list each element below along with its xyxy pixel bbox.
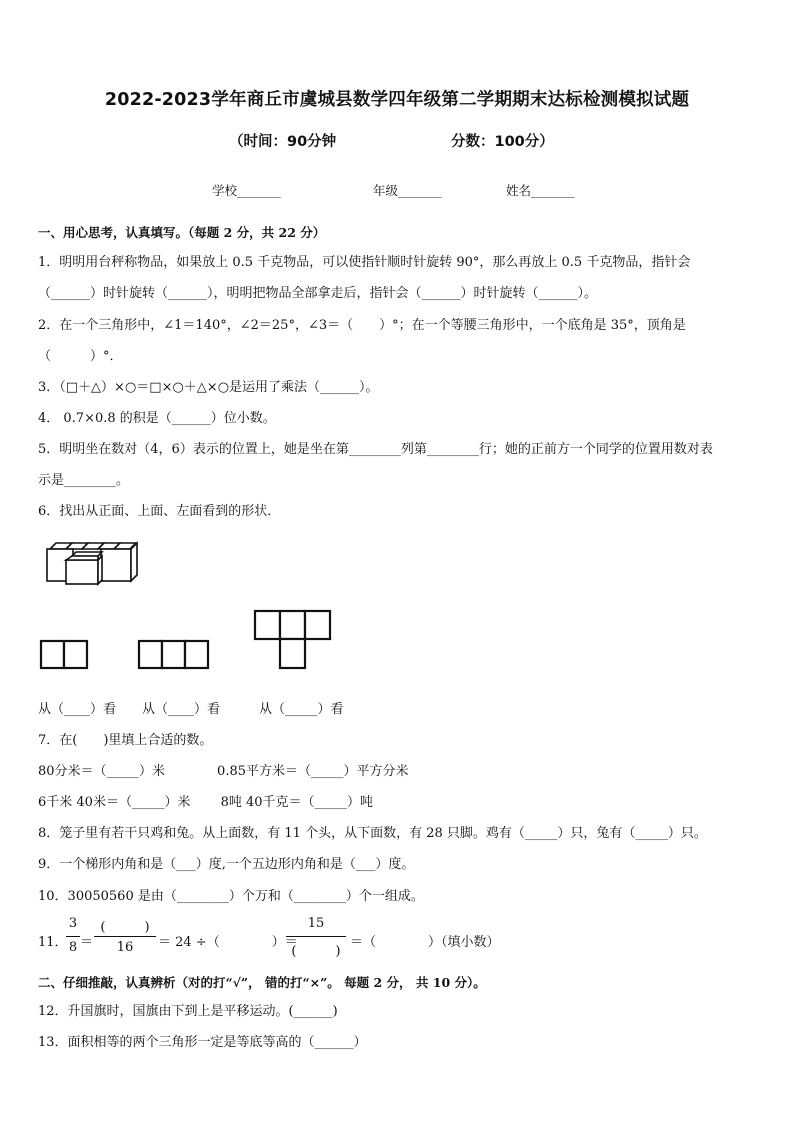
fraction-1-numerator: 3 [68,916,78,931]
view-figure-c [253,609,333,671]
question-6: 6．找出从正面、上面、左面看到的形状． [38,504,281,519]
fraction-3-denominator: ( ) [291,944,341,959]
fraction-2-bar [94,936,156,937]
question-11-decimal: ＝（ ）（填小数） [350,935,500,950]
equals-sign: ＝ [80,935,94,950]
question-2-line-2: （ ）°． [38,349,123,364]
question-2-line-1: 2．在一个三角形中，∠1＝140°，∠2＝25°，∠3＝（ ）°；在一个等腰三角形中，一个底角是 35°，顶角是 [38,318,686,333]
page-title: 2022-2023学年商丘市虞城县数学四年级第二学期期末达标检测模拟试题 [104,90,690,110]
question-1-line-1: 1．明明用台秤称物品，如果放上 0.5 千克物品，可以使指针顺时针旋转 90°，那么再放上 0.5 千克物品，指针会 [38,255,691,270]
score-label: 分数：100分） [451,134,554,150]
question-9: 9．一个梯形内角和是（___）度,一个五边形内角和是（___）度。 [38,857,415,872]
grade-field: 年级_______ [373,183,442,198]
question-13: 13．面积相等的两个三角形一定是等底等高的（______） [38,1035,367,1050]
question-11-division: ＝ 24 ÷（ ）＝ [158,935,298,950]
section-2-heading: 二、仔细推敲，认真辨析（对的打“√”， 错的打“×”。 每题 2 分， 共 10 分）。 [38,975,486,990]
question-7-row-2: 6千米 40米＝（_____）米 8吨 40千克＝（_____）吨 [38,795,374,810]
cube-solid-figure [44,538,144,586]
name-field: 姓名_______ [506,183,575,198]
school-field: 学校_______ [212,183,281,198]
fraction-3-bar [286,936,346,937]
question-7-row-1: 80分米＝（_____）米 0.85平方米＝（_____）平方分米 [38,764,409,779]
question-6-views: 从（____）看 从（____）看 从（_____）看 [38,702,344,717]
view-figure-a [39,639,91,671]
question-1-line-2: （______）时针旋转（______），明明把物品全部拿走后，指针会（______）时针旋转（______）。 [38,286,598,301]
fraction-1-bar [66,936,80,937]
question-4: 4． 0.7×0.8 的积是（______）位小数。 [38,411,276,426]
fraction-2-denominator: 16 [116,940,134,955]
question-10: 10．30050560 是由（________）个万和（________）个一组成。 [38,889,424,904]
question-5-line-2: 示是________。 [38,473,130,488]
fraction-3-numerator: 15 [307,916,325,931]
section-1-heading: 一、用心思考，认真填写。（每题 2 分，共 22 分） [38,225,326,240]
question-11-number: 11． [38,935,68,950]
question-7: 7．在( )里填上合适的数。 [38,733,213,748]
fraction-2-numerator: ( ) [100,920,150,935]
question-3: 3．（□＋△）×○＝□×○＋△×○是运用了乘法（______）。 [38,380,379,395]
question-12: 12．升国旗时，国旗由下到上是平移运动。(______) [38,1004,338,1019]
time-label: （时间：90分钟 [229,134,337,150]
view-figure-b [137,639,213,671]
fraction-1-denominator: 8 [68,940,78,955]
question-8: 8．笼子里有若干只鸡和兔。从上面数，有 11 个头，从下面数，有 28 只脚。鸡有（_____）只，兔有（_____）只。 [38,826,707,841]
question-5-line-1: 5．明明坐在数对（4，6）表示的位置上，她是坐在第________列第________行；她的正前方一个同学的位置用数对表 [38,442,713,457]
